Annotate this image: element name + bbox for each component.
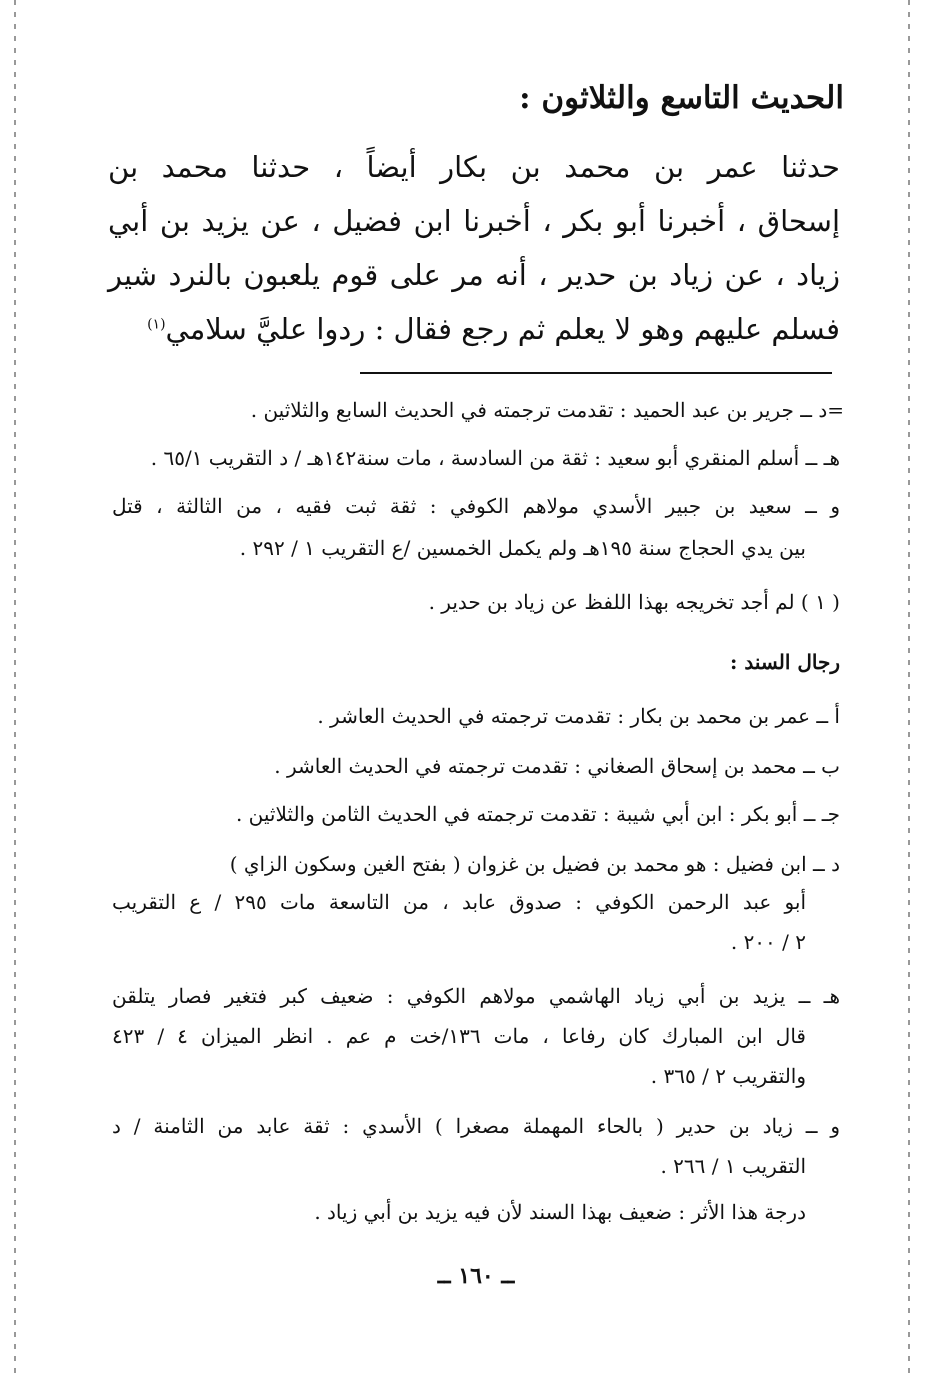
left-edge-artifact (14, 0, 16, 1376)
hadith-line-3: زياد ، عن زياد بن حدير ، أنه مر على قوم يلعبون بالنرد شير (108, 258, 840, 292)
narrator-h-line-3: والتقريب ٢ / ٣٦٥ . (650, 1064, 806, 1088)
hadith-line-4-text: فسلم عليهم وهو لا يعلم ثم رجع فقال : ردوا عليَّ سلامي (165, 312, 840, 346)
prev-note-4: بين يدي الحجاج سنة ١٩٥هـ ولم يكمل الخمسين /ع التقريب ١ / ٢٩٢ . (239, 536, 806, 560)
narrator-d-line-1: د ــ ابن فضيل : هو محمد بن فضيل بن غزوان ( بفتح الغين وسكون الزاي ) (229, 852, 840, 876)
narrator-d-line-2: أبو عبد الرحمن الكوفي : صدوق عابد ، من التاسعة مات ٢٩٥ / ع التقريب (112, 890, 806, 914)
narrator-j: جـ ــ أبو بكر : ابن أبي شيبة : تقدمت ترجمته في الحديث الثامن والثلاثين . (235, 802, 840, 826)
narrator-h-line-1: هـ ــ يزيد بن أبي زياد الهاشمي مولاهم الكوفي : ضعيف كبر فتغير فصار يتلقن (112, 984, 840, 1008)
narrator-w-line-1: و ــ زياد بن حدير ( بالحاء المهملة مصغرا ) الأسدي : ثقة عابد من الثامنة / د (112, 1114, 840, 1138)
hadith-line-2: إسحاق ، أخبرنا أبو بكر ، أخبرنا ابن فضيل ، عن يزيد بن أبي (108, 204, 840, 238)
right-edge-artifact (908, 0, 910, 1376)
narrators-heading: رجال السند : (730, 650, 840, 674)
prev-note-2: هـ ــ أسلم المنقري أبو سعيد : ثقة من السادسة ، مات سنة١٤٢هـ / د التقريب ٦٥/١ . (150, 446, 840, 470)
narrator-w-line-2: التقريب ١ / ٢٦٦ . (660, 1154, 806, 1178)
page-number: ــ ١٦٠ ــ (437, 1263, 515, 1289)
narrator-h-line-2: قال ابن المبارك كان رفاعا ، مات ١٣٦/خت م عم . انظر الميزان ٤ / ٤٢٣ (112, 1024, 806, 1048)
footnote-marker: (١) (147, 316, 166, 333)
prev-note-1: =د ــ جرير بن عبد الحميد : تقدمت ترجمته في الحديث السابع والثلاثين . (250, 398, 844, 422)
hadith-line-1: حدثنا عمر بن محمد بن بكار أيضاً ، حدثنا محمد بن (108, 150, 840, 184)
athar-grade: درجة هذا الأثر : ضعيف بهذا السند لأن فيه يزيد بن أبي زياد . (314, 1200, 806, 1224)
footnote-1: ( ١ ) لم أجد تخريجه بهذا اللفظ عن زياد بن حدير . (428, 590, 840, 614)
narrator-d-line-3: ٢ / ٢٠٠ . (730, 930, 806, 954)
hadith-title: الحديث التاسع والثلاثون : (519, 80, 844, 116)
prev-note-3: و ــ سعيد بن جبير الأسدي مولاهم الكوفي : ثقة ثبت فقيه ، من الثالثة ، قتل (112, 494, 840, 518)
narrator-b: ب ــ محمد بن إسحاق الصغاني : تقدمت ترجمته في الحديث العاشر . (274, 754, 840, 778)
hadith-line-4 (108, 312, 840, 346)
narrator-a: أ ــ عمر بن محمد بن بكار : تقدمت ترجمته في الحديث العاشر . (317, 704, 840, 728)
footnote-separator (360, 372, 832, 374)
